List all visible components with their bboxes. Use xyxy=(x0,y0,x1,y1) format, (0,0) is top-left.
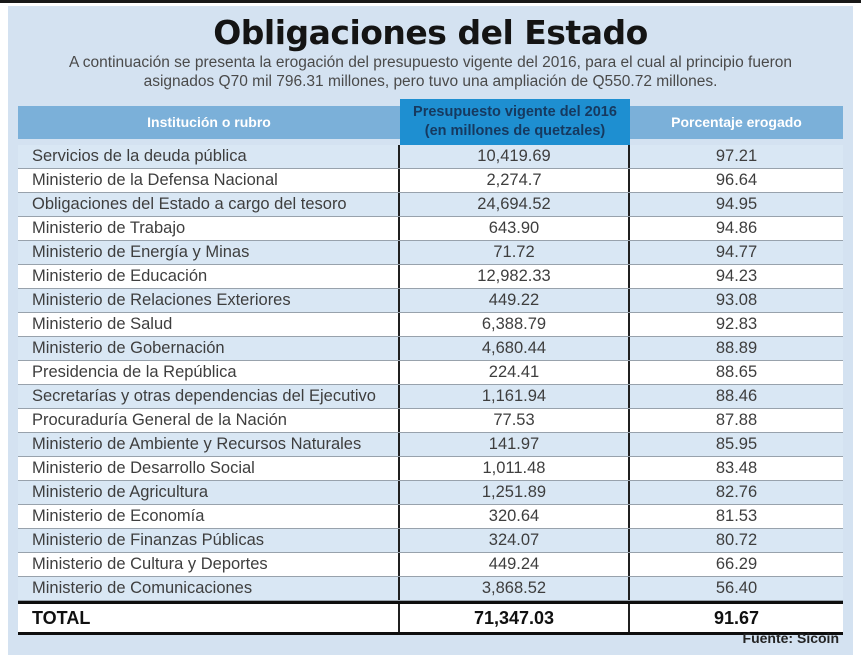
cell-institution: Ministerio de Educación xyxy=(18,265,400,288)
table-row xyxy=(18,457,843,481)
cell-budget: 1,011.48 xyxy=(400,457,630,480)
table-row xyxy=(18,289,843,313)
cell-budget: 3,868.52 xyxy=(400,577,630,600)
table-header-row xyxy=(18,99,843,145)
cell-institution: Ministerio de Cultura y Deportes xyxy=(18,553,400,576)
table-row xyxy=(18,505,843,529)
table-row xyxy=(18,217,843,241)
cell-institution: Ministerio de Comunicaciones xyxy=(18,577,400,600)
cell-institution: Ministerio de Relaciones Exteriores xyxy=(18,289,400,312)
cell-institution: Ministerio de Economía xyxy=(18,505,400,528)
table-row xyxy=(18,577,843,601)
table-row xyxy=(18,241,843,265)
cell-percent: 83.48 xyxy=(715,459,758,478)
table-row xyxy=(18,337,843,361)
cell-percent: 94.23 xyxy=(715,267,758,286)
cell-budget: 1,251.89 xyxy=(400,481,630,504)
table-row xyxy=(18,265,843,289)
source-credit: Fuente: Sicoin xyxy=(742,630,839,646)
cell-budget: 10,419.69 xyxy=(400,145,630,168)
cell-budget: 1,161.94 xyxy=(400,385,630,408)
cell-budget: 449.22 xyxy=(400,289,630,312)
col-header-budget-line1: Presupuesto vigente del 2016 xyxy=(413,103,617,120)
cell-percent: 94.95 xyxy=(715,195,758,214)
cell-institution: Ministerio de Ambiente y Recursos Naturales xyxy=(18,433,400,456)
total-percent: 91.67 xyxy=(713,607,760,628)
cell-budget: 12,982.33 xyxy=(400,265,630,288)
cell-budget: 320.64 xyxy=(400,505,630,528)
cell-budget: 2,274.7 xyxy=(400,169,630,192)
total-label: TOTAL xyxy=(18,604,400,632)
cell-percent: 85.95 xyxy=(715,435,758,454)
total-row xyxy=(18,601,843,635)
table-row xyxy=(18,553,843,577)
table-row xyxy=(18,481,843,505)
table-row xyxy=(18,145,843,169)
cell-percent: 82.76 xyxy=(715,483,758,502)
cell-institution: Ministerio de Finanzas Públicas xyxy=(18,529,400,552)
cell-institution: Ministerio de Gobernación xyxy=(18,337,400,360)
cell-budget: 24,694.52 xyxy=(400,193,630,216)
cell-budget: 449.24 xyxy=(400,553,630,576)
subtitle: A continuación se presenta la erogación del presupuesto vigente del 2016, para el cual al principio fueron asignados Q70 mil 796.31 millones, pero tuvo una ampliación de Q550.72 millones. xyxy=(69,54,792,91)
cell-percent: 96.64 xyxy=(715,171,758,190)
table-row xyxy=(18,361,843,385)
cell-budget: 224.41 xyxy=(400,361,630,384)
cell-institution: Secretarías y otras dependencias del Ejecutivo xyxy=(18,385,400,408)
table-row xyxy=(18,193,843,217)
cell-institution: Ministerio de Salud xyxy=(18,313,400,336)
cell-institution: Presidencia de la República xyxy=(18,361,400,384)
cell-institution: Obligaciones del Estado a cargo del tesoro xyxy=(18,193,400,216)
cell-budget: 6,388.79 xyxy=(400,313,630,336)
cell-institution: Ministerio de Desarrollo Social xyxy=(18,457,400,480)
cell-percent: 87.88 xyxy=(715,411,758,430)
cell-budget: 4,680.44 xyxy=(400,337,630,360)
cell-percent: 88.89 xyxy=(715,339,758,358)
cell-percent: 94.86 xyxy=(715,219,758,238)
cell-percent: 88.65 xyxy=(715,363,758,382)
cell-percent: 97.21 xyxy=(715,147,758,166)
cell-institution: Ministerio de la Defensa Nacional xyxy=(18,169,400,192)
cell-institution: Servicios de la deuda pública xyxy=(18,145,400,168)
cell-percent: 94.77 xyxy=(715,243,758,262)
cell-percent: 80.72 xyxy=(715,531,758,550)
cell-budget: 71.72 xyxy=(400,241,630,264)
cell-percent: 92.83 xyxy=(715,315,758,334)
col-header-institution: Institución o rubro xyxy=(18,106,400,139)
table-body xyxy=(18,145,843,601)
col-header-budget-line2: (en millones de quetzales) xyxy=(424,123,606,140)
cell-percent: 81.53 xyxy=(715,507,758,526)
cell-institution: Ministerio de Energía y Minas xyxy=(18,241,400,264)
cell-budget: 324.07 xyxy=(400,529,630,552)
cell-percent: 93.08 xyxy=(715,291,758,310)
cell-institution: Procuraduría General de la Nación xyxy=(18,409,400,432)
cell-budget: 77.53 xyxy=(400,409,630,432)
cell-institution: Ministerio de Agricultura xyxy=(18,481,400,504)
cell-percent: 66.29 xyxy=(715,555,758,574)
table-row xyxy=(18,313,843,337)
table-row xyxy=(18,409,843,433)
col-header-budget xyxy=(400,99,630,145)
col-header-percent: Porcentaje erogado xyxy=(630,106,843,139)
budget-table xyxy=(18,99,843,635)
table-row xyxy=(18,169,843,193)
top-border-rule xyxy=(0,0,861,3)
table-row xyxy=(18,433,843,457)
table-row xyxy=(18,529,843,553)
page-title: Obligaciones del Estado xyxy=(213,13,648,52)
cell-percent: 88.46 xyxy=(715,387,758,406)
cell-percent: 56.40 xyxy=(715,579,758,598)
infographic-panel xyxy=(8,6,853,655)
cell-budget: 141.97 xyxy=(400,433,630,456)
cell-institution: Ministerio de Trabajo xyxy=(18,217,400,240)
table-row xyxy=(18,385,843,409)
cell-budget: 643.90 xyxy=(400,217,630,240)
total-budget: 71,347.03 xyxy=(400,604,630,632)
